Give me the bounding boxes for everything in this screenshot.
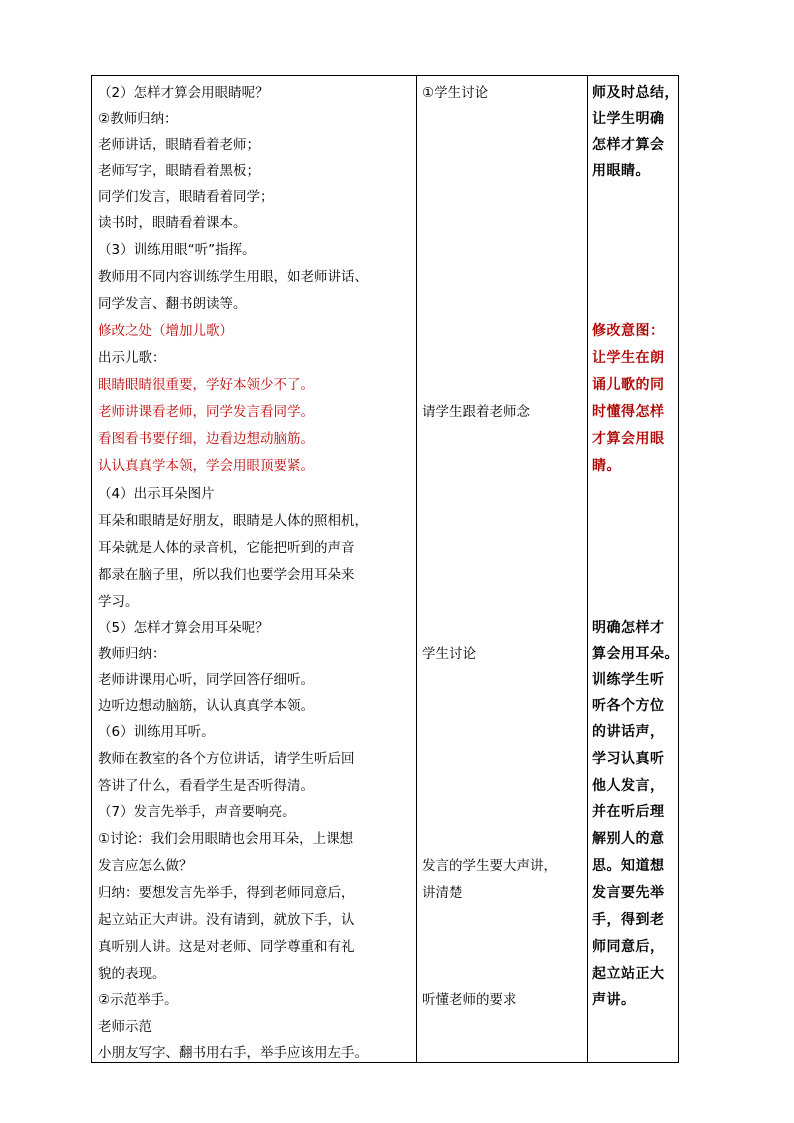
content-line: 答讲了什么，看看学生是否听得清。	[98, 778, 314, 794]
revision-intent-line: 睛。	[592, 458, 621, 474]
content-line: （5）怎样才算会用耳朵呢？	[98, 620, 269, 636]
content-line: 教师用不同内容训练学生用眼，如老师讲话、	[98, 269, 368, 285]
nursery-rhyme-line: 老师讲课看老师，同学发言看同学。	[98, 404, 314, 420]
intent-line: 思。知道想	[592, 858, 665, 874]
content-line: 边听边想动脑筋，认认真真学本领。	[98, 698, 314, 714]
content-line: 耳朵和眼睛是好朋友，眼睛是人体的照相机，	[98, 513, 368, 529]
content-line: 起立站正大声讲。没有请到，就放下手，认	[98, 912, 355, 928]
content-line: 老师写字，眼睛看着黑板；	[98, 163, 260, 179]
intent-line: 听各个方位	[592, 698, 665, 714]
intent-line: 怎样才算会	[592, 137, 665, 153]
intent-line: 让学生明确	[592, 111, 665, 127]
content-line: 貌的表现。	[98, 966, 166, 982]
intent-line: 发言要先举	[592, 885, 665, 901]
intent-line: 的讲话声，	[592, 724, 665, 740]
content-line: （6）训练用耳听。	[98, 724, 215, 740]
activity-line: 学生讨论	[422, 646, 476, 662]
content-line: 同学发言、翻书朗读等。	[98, 296, 247, 312]
intent-line: 明确怎样才	[592, 620, 665, 636]
intent-line: 师同意后，	[592, 939, 665, 955]
content-line: 同学们发言，眼睛看着同学；	[98, 189, 274, 205]
intent-line: 手，得到老	[592, 912, 665, 928]
revision-intent-line: 时懂得怎样	[592, 404, 665, 420]
content-line: ②教师归纳：	[98, 111, 178, 127]
content-line: ①讨论：我们会用眼睛也会用耳朵，上课想	[98, 831, 354, 847]
content-line: （7）发言先举手，声音要响亮。	[98, 804, 296, 820]
content-line: 出示儿歌：	[98, 350, 166, 366]
intent-line: 算会用耳朵。	[592, 646, 679, 662]
column-divider-2	[587, 76, 588, 1062]
column-divider-1	[416, 76, 417, 1062]
revision-intent-line: 才算会用眼	[592, 431, 665, 447]
content-line: 归纳：要想发言先举手，得到老师同意后，	[98, 885, 355, 901]
content-line: 学习。	[98, 594, 139, 610]
intent-line: 解别人的意	[592, 831, 665, 847]
content-line: 老师讲话，眼睛看着老师；	[98, 137, 260, 153]
content-line: 耳朵就是人体的录音机，它能把听到的声音	[98, 540, 355, 556]
content-line: 教师归纳：	[98, 646, 166, 662]
activity-line: 请学生跟着老师念	[422, 404, 530, 420]
intent-line: 用眼睛。	[592, 163, 650, 179]
lesson-plan-table	[91, 75, 679, 1063]
nursery-rhyme-line: 眼睛眼睛很重要，学好本领少不了。	[98, 377, 314, 393]
intent-line: 学习认真听	[592, 751, 665, 767]
content-line: 读书时，眼睛看着课本。	[98, 215, 247, 231]
content-line: （3）训练用眼“听”指挥。	[98, 242, 256, 258]
content-line: 发言应怎么做？	[98, 858, 193, 874]
intent-line: 师及时总结，	[592, 85, 679, 101]
activity-line: ①学生讨论	[422, 85, 489, 101]
intent-line: 声讲。	[592, 992, 636, 1008]
intent-line: 起立站正大	[592, 966, 665, 982]
intent-line: 训练学生听	[592, 672, 665, 688]
content-line: 教师在教室的各个方位讲话，请学生听后回	[98, 751, 355, 767]
content-line: （2）怎样才算会用眼睛呢？	[98, 85, 269, 101]
intent-line: 并在听后理	[592, 804, 665, 820]
content-line: ②示范举手。	[98, 992, 178, 1008]
nursery-rhyme-line: 认认真真学本领，学会用眼顶要紧。	[98, 458, 314, 474]
revision-note: 修改之处（增加儿歌）	[98, 323, 233, 339]
content-line: 老师讲课用心听，同学回答仔细听。	[98, 672, 314, 688]
revision-intent-line: 让学生在朗	[592, 350, 665, 366]
revision-intent-line: 修改意图：	[592, 323, 665, 339]
activity-line: 听懂老师的要求	[422, 992, 517, 1008]
content-line: 都录在脑子里，所以我们也要学会用耳朵来	[98, 567, 355, 583]
content-line: 小朋友写字、翻书用右手，举手应该用左手。	[98, 1045, 368, 1061]
content-line: 老师示范	[98, 1019, 152, 1035]
activity-line: 讲清楚	[422, 885, 463, 901]
activity-line: 发言的学生要大声讲，	[422, 858, 557, 874]
nursery-rhyme-line: 看图看书要仔细，边看边想动脑筋。	[98, 431, 314, 447]
revision-intent-line: 诵儿歌的同	[592, 377, 665, 393]
content-line: 真听别人讲。这是对老师、同学尊重和有礼	[98, 939, 355, 955]
intent-line: 他人发言，	[592, 778, 665, 794]
content-line: （4）出示耳朵图片	[98, 486, 215, 502]
